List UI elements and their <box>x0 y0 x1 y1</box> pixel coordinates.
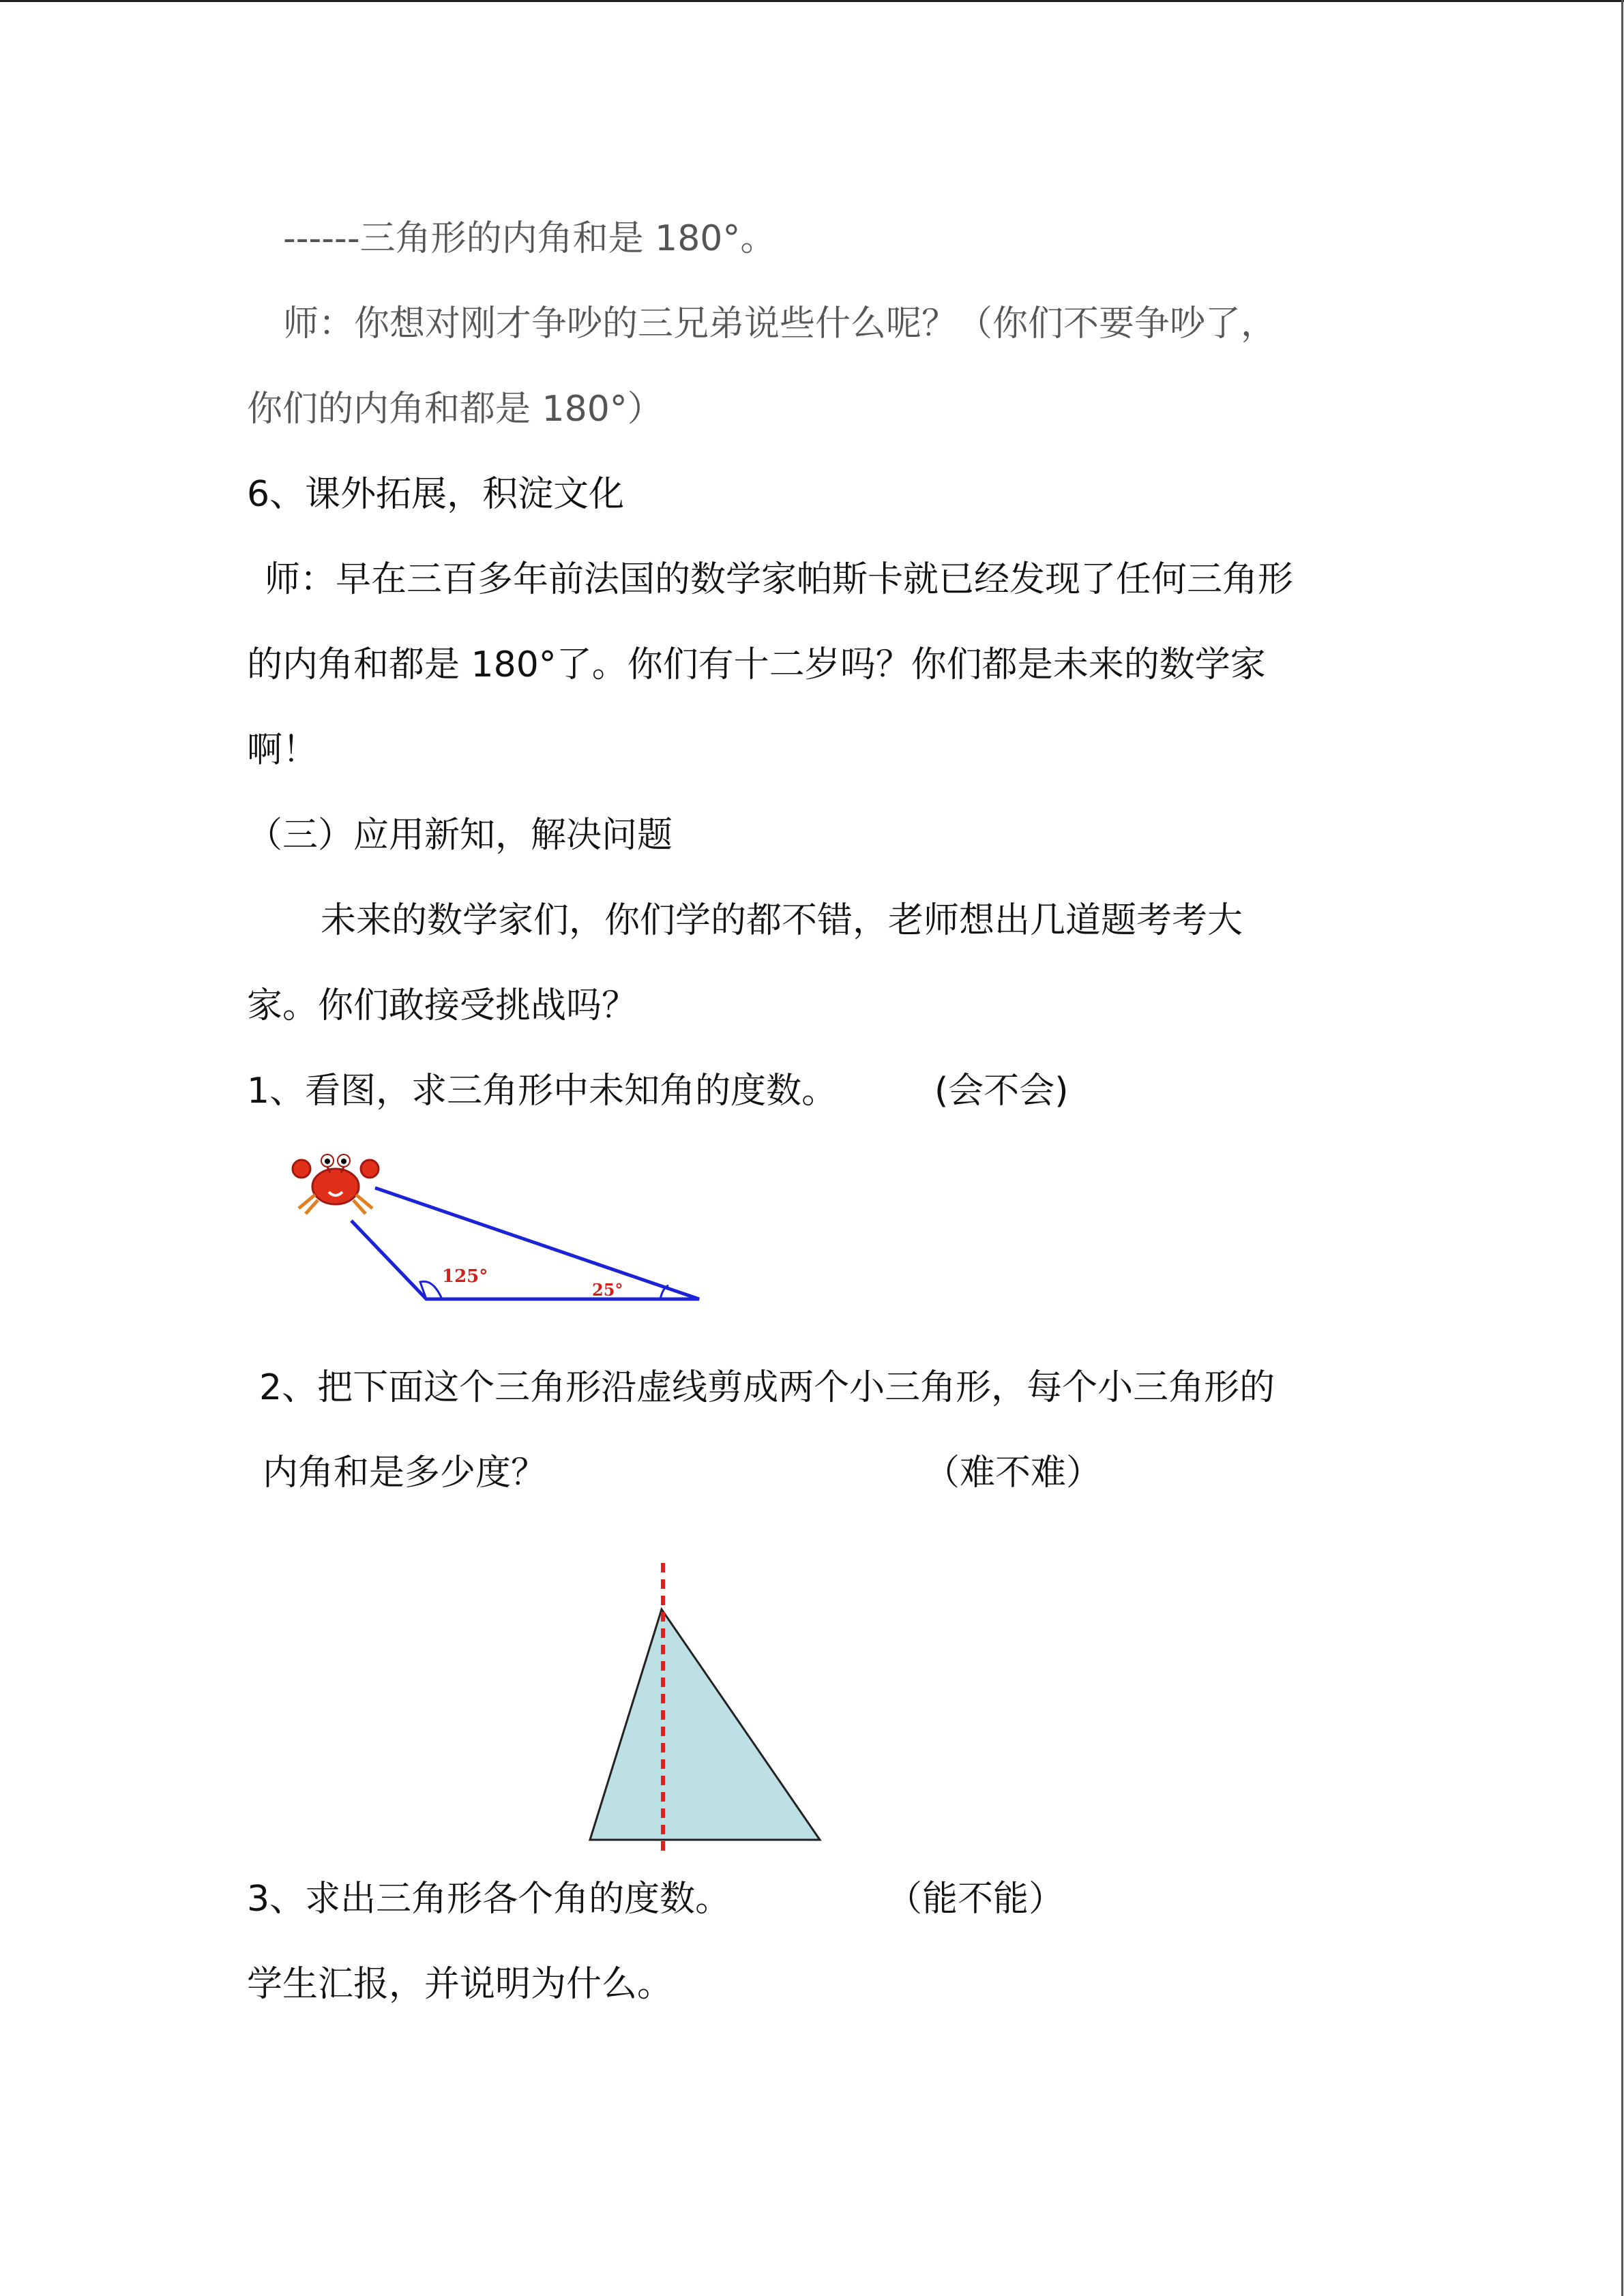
section-heading-apply: （三）应用新知，解决问题 <box>247 815 673 856</box>
question-2-tag: （难不难） <box>924 1452 1102 1493</box>
question-1: 1、看图，求三角形中未知角的度数。 <box>247 1071 838 1112</box>
question-1-tag: (会不会) <box>934 1071 1069 1112</box>
page-top-border <box>0 0 1624 2</box>
question-2-line-1: 2、把下面这个三角形沿虚线剪成两个小三角形，每个小三角形的 <box>259 1367 1275 1408</box>
figure-triangle-1 <box>286 1146 723 1309</box>
figure-triangle-2 <box>573 1555 846 1868</box>
text-line-challenge-2: 家。你们敢接受挑战吗？ <box>247 985 638 1026</box>
text-line-angle-sum: ------三角形的内角和是 180°。 <box>283 218 776 259</box>
text-line-report: 学生汇报，并说明为什么。 <box>247 1964 673 2005</box>
text-line-pascal-1: 师：早在三百多年前法国的数学家帕斯卡就已经发现了任何三角形 <box>265 559 1294 600</box>
angle-label-25: 25° <box>592 1280 623 1300</box>
text-line-answer: 你们的内角和都是 180°） <box>247 389 663 430</box>
angle-label-125: 125° <box>442 1266 488 1287</box>
question-3-tag: （能不能） <box>887 1879 1065 1920</box>
crab-icon <box>293 1154 379 1214</box>
text-line-pascal-3: 啊！ <box>247 730 319 771</box>
text-line-pascal-2: 的内角和都是 180°了。你们有十二岁吗？你们都是未来的数学家 <box>247 644 1266 685</box>
question-3: 3、求出三角形各个角的度数。 <box>247 1879 731 1920</box>
text-line-teacher-question: 师：你想对刚才争吵的三兄弟说些什么呢？（你们不要争吵了， <box>283 303 1277 344</box>
question-2-line-2: 内角和是多少度？ <box>263 1452 547 1493</box>
text-line-challenge-1: 未来的数学家们，你们学的都不错，老师想出几道题考考大 <box>321 900 1243 941</box>
page-right-border <box>1621 0 1623 2296</box>
section-heading-extension: 6、课外拓展，积淀文化 <box>247 474 625 515</box>
